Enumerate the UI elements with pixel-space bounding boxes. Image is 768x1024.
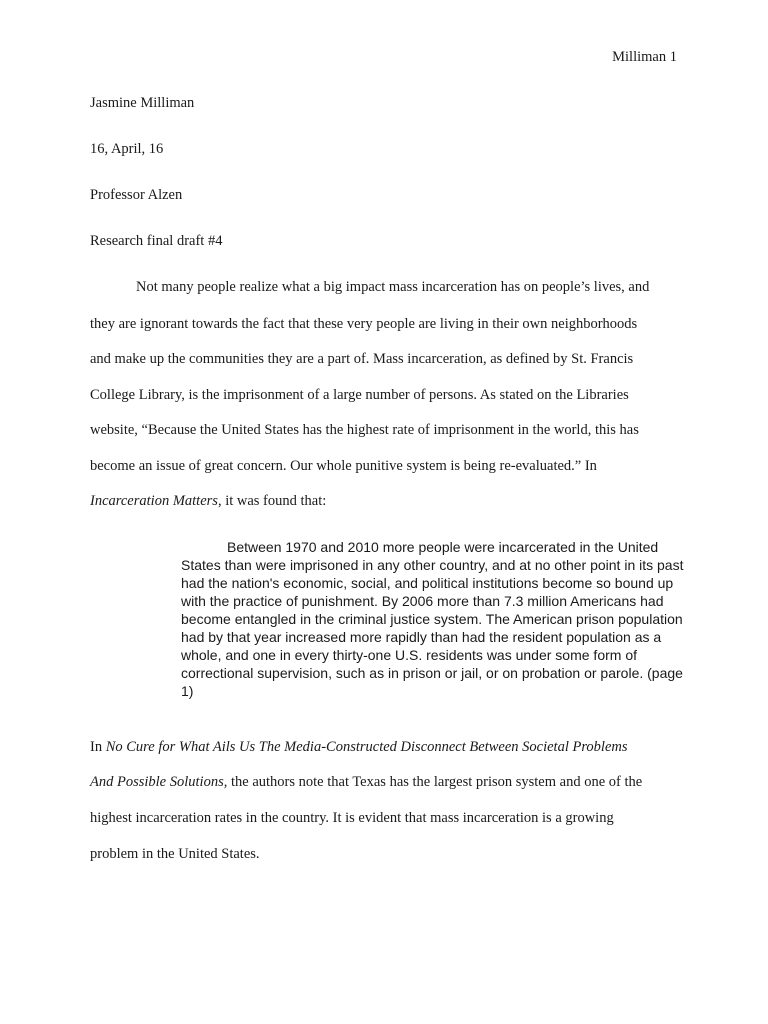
body-line: problem in the United States. xyxy=(90,846,260,862)
block-quote-line: 1) xyxy=(181,683,194,699)
source-title-no-cure: No Cure for What Ails Us The Media-Constructed Disconnect Between Societal Problems xyxy=(105,739,628,755)
block-quote-line: whole, and one in every thirty-one U.S. residents was under some form of xyxy=(181,647,637,663)
body-text: In xyxy=(90,739,106,755)
professor-name: Professor Alzen xyxy=(90,187,183,203)
block-quote-line: had by that year increased more rapidly than had the resident population as a xyxy=(181,629,662,645)
body-text: , it was found that: xyxy=(217,493,327,509)
block-quote-line: Between 1970 and 2010 more people were incarcerated in the United xyxy=(227,539,659,555)
body-line xyxy=(90,738,628,756)
block-quote-line: correctional supervision, such as in prison or jail, or on probation or parole. (page xyxy=(181,665,683,681)
running-head: Milliman 1 xyxy=(612,49,677,65)
body-line: become an issue of great concern. Our whole punitive system is being re-evaluated.” In xyxy=(90,458,597,474)
source-title-incarceration-matters: Incarceration Matters xyxy=(90,493,218,509)
date: 16, April, 16 xyxy=(90,141,164,157)
body-line: website, “Because the United States has the highest rate of imprisonment in the world, this has xyxy=(90,422,639,438)
block-quote-line: had the nation's economic, social, and political institutions become so bound up xyxy=(181,575,674,591)
body-line: they are ignorant towards the fact that these very people are living in their own neighborhoods xyxy=(90,316,638,332)
body-line xyxy=(90,492,326,510)
assignment-title: Research final draft #4 xyxy=(90,233,223,249)
body-line: and make up the communities they are a part of. Mass incarceration, as defined by St. Francis xyxy=(90,351,634,367)
block-quote-line: with the practice of punishment. By 2006 more than 7.3 million Americans had xyxy=(181,593,664,609)
body-line: Not many people realize what a big impact mass incarceration has on people’s lives, and xyxy=(136,279,650,295)
body-line xyxy=(90,773,642,791)
block-quote-line: become entangled in the criminal justice system. The American prison population xyxy=(181,611,683,627)
body-text: , the authors note that Texas has the largest prison system and one of the xyxy=(223,774,643,790)
body-line: College Library, is the imprisonment of a large number of persons. As stated on the Libraries xyxy=(90,387,629,403)
body-line: highest incarceration rates in the country. It is evident that mass incarceration is a growing xyxy=(90,810,614,826)
author-name: Jasmine Milliman xyxy=(90,95,195,111)
source-title-no-cure-continued: And Possible Solutions xyxy=(90,774,224,790)
block-quote-line: States than were imprisoned in any other country, and at no other point in its past xyxy=(181,557,684,573)
